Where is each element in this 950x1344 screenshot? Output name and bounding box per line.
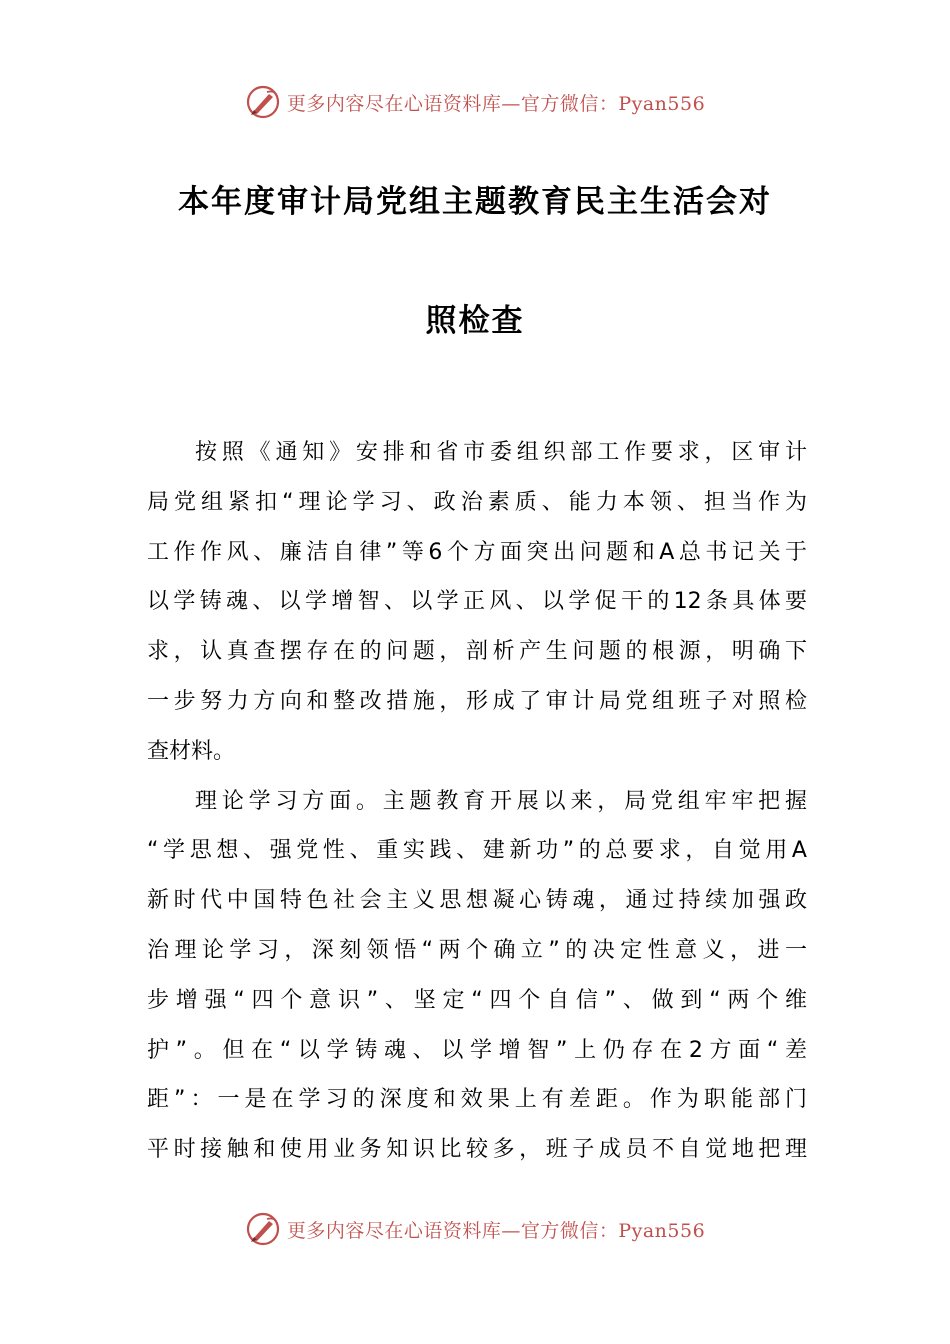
banner-title: 更多内容尽在心语资料库 (286, 1219, 502, 1242)
document-title-line1: 本年度审计局党组主题教育民主生活会对 (178, 184, 772, 220)
header-banner (0, 82, 950, 122)
body-line: 治理论学习，深刻领悟“两个确立”的决定性意义，进一 (147, 937, 807, 963)
body-line: 护”。但在“以学铸魂、以学增智”上仍存在2方面“差 (147, 1037, 807, 1063)
body-line: 查材料。 (147, 738, 236, 764)
body-line: 局党组紧扣“理论学习、政治素质、能力本领、担当作为 (147, 489, 807, 515)
body-line: 按照《通知》安排和省市委组织部工作要求，区审计 (195, 440, 807, 465)
banner-wechat: —官方微信：Pyan556 (501, 1219, 706, 1242)
pen-logo-icon (245, 1211, 281, 1247)
body-line: 一步努力方向和整改措施，形成了审计局党组班子对照检 (147, 688, 807, 714)
body-line: 理论学习方面。主题教育开展以来，局党组牢牢把握 (195, 788, 807, 814)
document-body (147, 428, 807, 1175)
body-line: “学思想、强党性、重实践、建新功”的总要求，自觉用A (147, 838, 807, 864)
document-title-line2: 照检查 (425, 303, 525, 339)
body-line: 步增强“四个意识”、坚定“四个自信”、做到“两个维 (147, 987, 807, 1013)
body-line: 以学铸魂、以学增智、以学正风、以学促干的12条具体要 (147, 589, 807, 615)
body-line: 工作作风、廉洁自律”等6个方面突出问题和A总书记关于 (147, 539, 807, 565)
body-line: 距”：一是在学习的深度和效果上有差距。作为职能部门 (147, 1087, 807, 1113)
banner-title: 更多内容尽在心语资料库 (286, 92, 502, 115)
footer-banner (0, 1209, 950, 1249)
body-line: 平时接触和使用业务知识比较多，班子成员不自觉地把理 (147, 1137, 807, 1163)
body-line: 新时代中国特色社会主义思想凝心铸魂，通过持续加强政 (147, 888, 807, 914)
body-line: 求，认真查摆存在的问题，剖析产生问题的根源，明确下 (147, 639, 807, 665)
pen-logo-icon (245, 84, 281, 120)
banner-wechat: —官方微信：Pyan556 (501, 92, 706, 115)
